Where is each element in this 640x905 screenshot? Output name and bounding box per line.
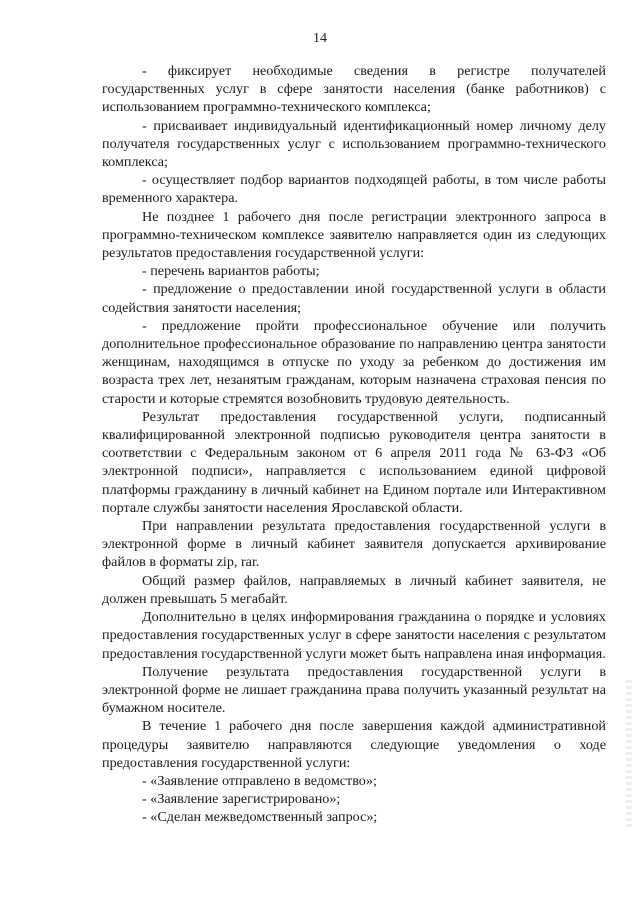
- paragraph: Не позднее 1 рабочего дня после регистрации электронного запроса в программно-техническом комплексе заявителю направляется один из следующих результатов предоставления государственной услуги:: [102, 208, 606, 262]
- paragraph: Дополнительно в целях информирования гражданина о порядке и условиях предоставления государственных услуг в сфере занятости населения с результатом предоставления государственной услуги может быть направлена иная информация.: [102, 609, 606, 662]
- paragraph: В течение 1 рабочего дня после завершения каждой административной процедуры заявителю направляются следующие уведомления о ходе предоставления государственной услуги:: [102, 718, 606, 771]
- page-number: 14: [313, 31, 327, 46]
- paragraph: Результат предоставления государственной услуги, подписанный квалифицированной электронной подписью руководителя центра занятости в соответствии с Федеральным законом от 6 апреля 2011 года № 63-ФЗ «Об электронной подписи», направляется с использованием единой цифровой платформы гражданину в личный кабинет на Едином портале или Интерактивном портале службы занятости населения Ярославской области.: [102, 408, 606, 516]
- document-body: [102, 62, 606, 827]
- scan-edge-mark: [626, 680, 632, 830]
- paragraph: - осуществляет подбор вариантов подходящей работы, в том числе работы временного характера.: [102, 172, 606, 207]
- paragraph: - присваивает индивидуальный идентификационный номер личному делу получателя государственных услуг с использованием программно-технического комплекса;: [102, 117, 606, 171]
- paragraph: - «Заявление отправлено в ведомство»;: [142, 772, 377, 789]
- paragraph: - «Заявление зарегистрировано»;: [142, 791, 341, 808]
- paragraph: При направлении результата предоставления государственной услуги в электронной форме в личный кабинет заявителя допускается архивирование файлов в форматы zip, rar.: [102, 518, 606, 571]
- paragraph: Общий размер файлов, направляемых в личный кабинет заявителя, не должен превышать 5 мегабайт.: [102, 572, 606, 607]
- paragraph: Получение результата предоставления государственной услуги в электронной форме не лишает гражданина права получить указанный результат на бумажном носителе.: [102, 663, 606, 717]
- paragraph: - предложение пройти профессиональное обучение или получить дополнительное профессиональное образование по направлению центра занятости женщинам, находящимся в отпуске по уходу за ребенком до достижения им возраста трех лет, незанятым гражданам, которым назначена страховая пенсия по старости и которые стремятся возобновить трудовую деятельность.: [102, 317, 606, 407]
- paragraph: - предложение о предоставлении иной государственной услуги в области содействия занятости населения;: [102, 281, 606, 316]
- paragraph: - перечень вариантов работы;: [142, 263, 320, 280]
- paragraph: - фиксирует необходимые сведения в регистре получателей государственных услуг в сфере занятости населения (банке работников) с использованием программно-технического комплекса;: [102, 63, 606, 116]
- paragraph: - «Сделан межведомственный запрос»;: [142, 809, 378, 826]
